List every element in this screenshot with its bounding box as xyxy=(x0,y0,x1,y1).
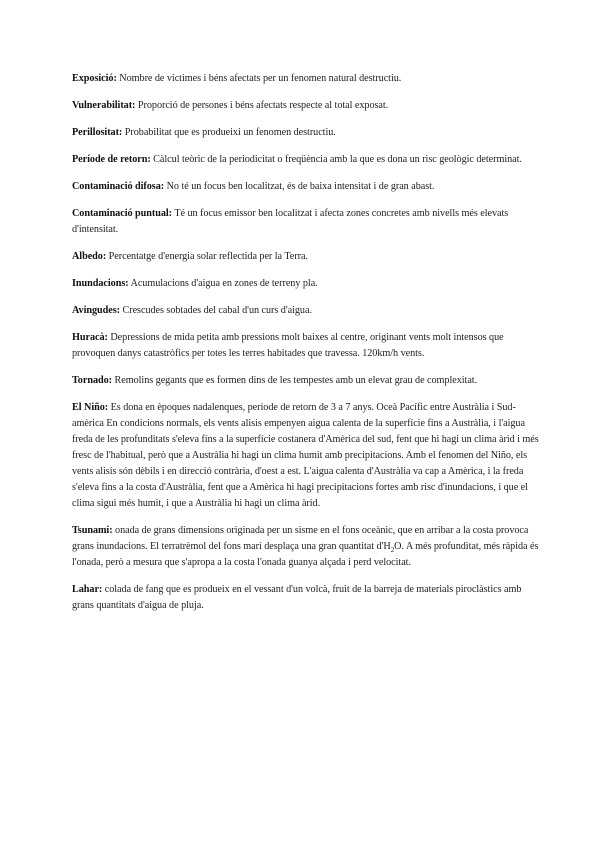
definition-el-nino xyxy=(72,400,540,512)
term-label: Huracà: xyxy=(72,332,108,343)
term-label: Perillositat: xyxy=(72,127,123,138)
definition-tornado xyxy=(72,373,540,389)
definition-text: Proporció de persones i béns afectats respecte al total exposat. xyxy=(135,100,389,111)
definition-text: Acumulacions d'aigua en zones de terreny pla. xyxy=(128,278,318,289)
definition-text: Té un focus emissor ben localitzat i afecta zones concretes amb nivells més elevats d'intensitat. xyxy=(72,208,509,235)
term-label: Inundacions: xyxy=(72,278,129,289)
definition-text: Nombre de víctimes i béns afectats per un fenomen natural destructiu. xyxy=(116,73,402,84)
term-label: Avingudes: xyxy=(72,305,120,316)
definition-periode-de-retorn xyxy=(72,152,540,168)
term-label: Vulnerabilitat: xyxy=(72,100,136,111)
term-label: Període de retorn: xyxy=(72,154,151,165)
definition-exposicio xyxy=(72,71,540,87)
term-label: Tsunami: xyxy=(72,525,113,536)
definition-text: Remolins gegants que es formen dins de les tempestes amb un elevat grau de complexitat. xyxy=(112,375,478,386)
definition-inundacions xyxy=(72,276,540,292)
definition-text: onada de grans dimensions originada per un sisme en el fons oceànic, que en arribar a la costa provoca grans inundacions. El terratrèmol del fons marí desplaça una gran quantitat d'H xyxy=(72,525,529,552)
term-label: Tornado: xyxy=(72,375,112,386)
definition-text: No té un focus ben localitzat, és de baixa intensitat i de gran abast. xyxy=(164,181,435,192)
definition-text: colada de fang que es produeix en el vessant d'un volcà, fruit de la barreja de materials piroclàstics amb grans quantitats d'aigua de pluja. xyxy=(72,584,522,611)
definition-text: Càlcul teòric de la periodicitat o freqüència amb la que es dona un risc geològic determinat. xyxy=(150,154,522,165)
definition-huraca xyxy=(72,330,540,362)
definition-albedo xyxy=(72,249,540,265)
definition-text: Crescudes sobtades del cabal d'un curs d'aigua. xyxy=(120,305,312,316)
term-label: Lahar: xyxy=(72,584,103,595)
term-label: Exposició: xyxy=(72,73,117,84)
definition-vulnerabilitat xyxy=(72,98,540,114)
definition-tsunami xyxy=(72,523,540,571)
definition-lahar xyxy=(72,582,540,614)
definition-text: Depressions de mida petita amb pressions molt baixes al centre, originant vents molt intensos que provoquen danys catastròfics per totes les terres habitades que travessa. 120km/h vents. xyxy=(72,332,504,359)
definition-contaminacio-puntual xyxy=(72,206,540,238)
definition-text: Es dona en èpoques nadalenques, període de retorn de 3 a 7 anys. Oceà Pacífic entre Austràlia i Sud-amèrica En condicions normals, els vents alisis empenyen aigua calenta de la superfície fins a Austràlia, i l'aigua freda de les profunditats s'eleva fins a la superfície costanera d'Amèrica del sud, fent que hi hagi un clima àrid i més fresc de l'habitual, però que a Austràlia hi hagi un clima humit amb precipitacions. Amb el fenomen del Niño, els vents alisis són dèbils i en direcció contrària, d'oest a est. L'aigua calenta d'Austràlia va cap a Amèrica, i la freda s'eleva fins a la costa d'Austràlia, fent que a Amèrica hi hagi precipitacions fortes amb risc d'inundacions, i que el clima sigui més humit, i que a Austràlia hi hagi un clima àrid. xyxy=(72,402,539,509)
definition-text-continued: O. A més profunditat, més ràpida és l'onada, però a mesura que s'apropa a la costa l'onada guanya alçada i perd velocitat. xyxy=(72,541,539,568)
definition-perillositat xyxy=(72,125,540,141)
term-label: Contaminació difosa: xyxy=(72,181,165,192)
definition-text: Probabilitat que es produeixi un fenomen destructiu. xyxy=(122,127,336,138)
definition-avingudes xyxy=(72,303,540,319)
term-label: El Niño: xyxy=(72,402,109,413)
term-label: Contaminació puntual: xyxy=(72,208,172,219)
definition-contaminacio-difosa xyxy=(72,179,540,195)
subscript-2: 2 xyxy=(390,546,395,555)
definition-text: Percentatge d'energia solar reflectida per la Terra. xyxy=(106,251,308,262)
term-label: Albedo: xyxy=(72,251,107,262)
